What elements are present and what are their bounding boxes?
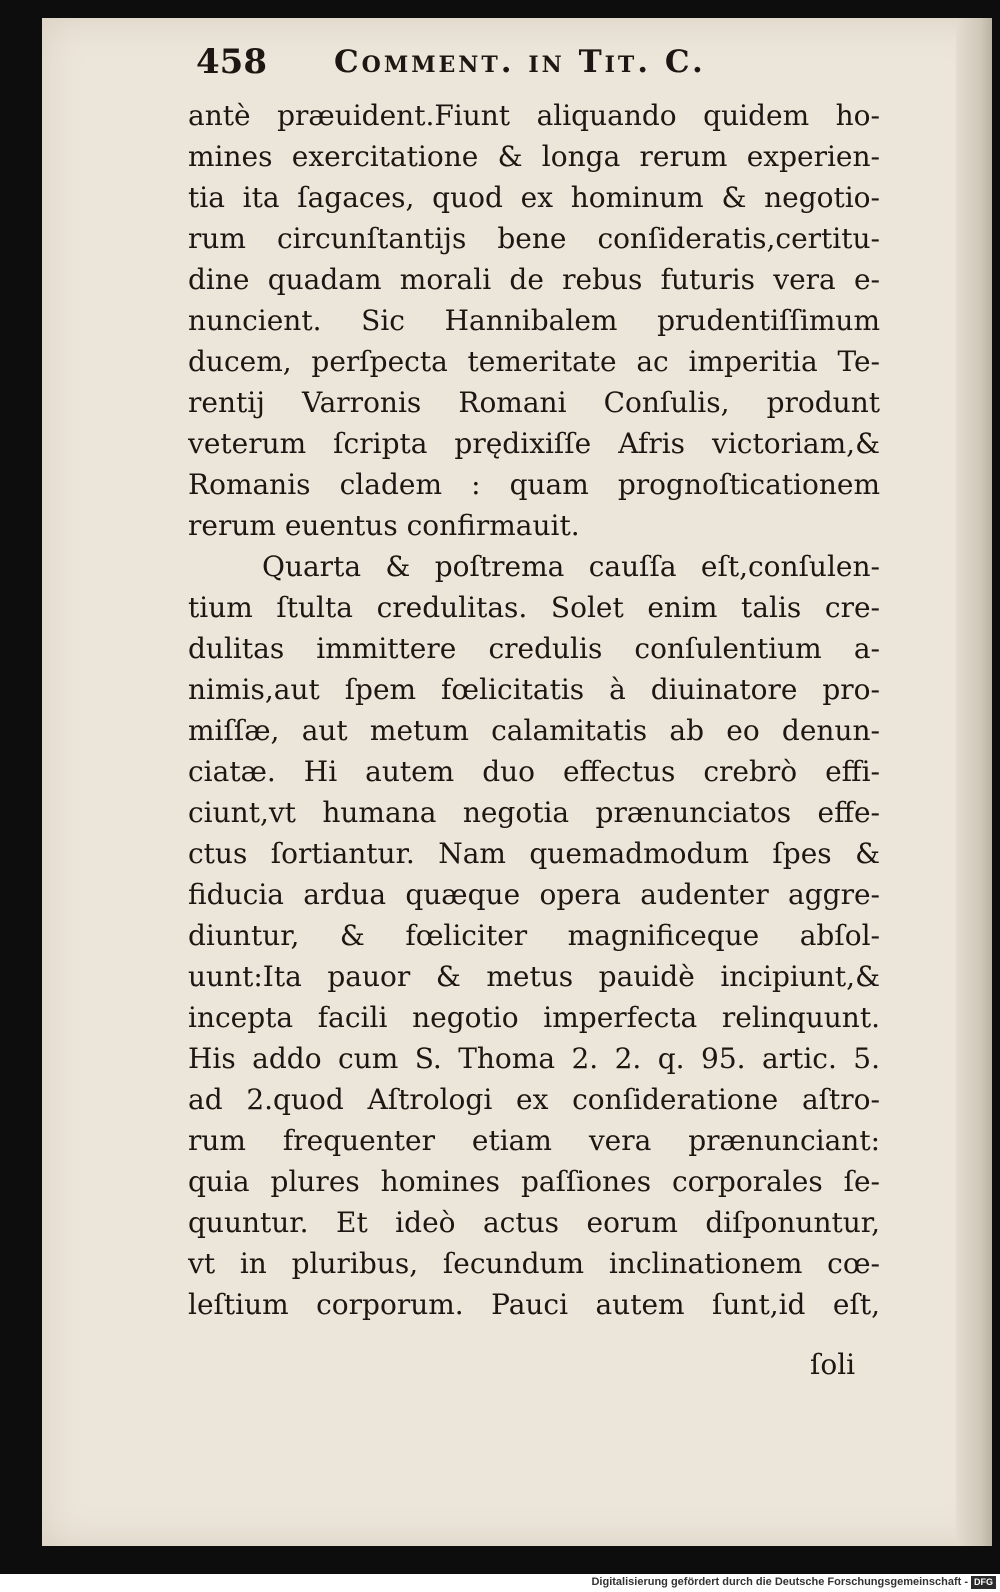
text-line: rum frequenter etiam vera prænunciant: — [188, 1124, 880, 1157]
text-line: ciunt,vt humana negotia prænunciatos effe- — [188, 796, 880, 829]
text-line: veterum ſcripta prędixiſſe Afris victoriam,& — [188, 427, 880, 460]
text-line: ducem, perſpecta temeritate ac imperitia Te- — [188, 345, 880, 378]
text-line: vt in pluribus, ſecundum inclinationem cœ- — [188, 1247, 880, 1280]
text-line: ctus ſortiantur. Nam quemadmodum ſpes & — [188, 837, 880, 870]
dfg-logo-icon: DFG — [971, 1576, 996, 1589]
text-line: fiducia ardua quæque opera audenter aggre- — [188, 878, 880, 911]
text-line: rentij Varronis Romani Conſulis, produnt — [188, 386, 880, 419]
text-line: nuncient. Sic Hannibalem prudentiſſimum — [188, 304, 880, 337]
text-line: tium ſtulta credulitas. Solet enim talis cre- — [188, 591, 880, 624]
catchword: ſoli — [810, 1348, 856, 1381]
text-line: Romanis cladem : quam prognoſticationem — [188, 468, 880, 501]
text-line: quia plures homines paſſiones corporales ſe- — [188, 1165, 880, 1198]
text-line: dulitas immittere credulis conſulentium a- — [188, 632, 880, 665]
text-line: quuntur. Et ideò actus eorum diſponuntur, — [188, 1206, 880, 1239]
text-line: leſtium corporum. Pauci autem ſunt,id eſt, — [188, 1288, 880, 1321]
text-line: diuntur, & fœliciter magnificeque abſol- — [188, 919, 880, 952]
running-head: Comment. in Tit. C. — [334, 44, 706, 80]
digitization-credit: Digitalisierung gefördert durch die Deutsche Forschungsgemeinschaft - — [591, 1576, 968, 1588]
page-header — [196, 40, 786, 90]
text-line: rum circunſtantijs bene conſideratis,certitu- — [188, 222, 880, 255]
text-line: tia ita ſagaces, quod ex hominum & negotio- — [188, 181, 880, 214]
text-line: Quarta & poſtrema cauſſa eſt,conſulen- — [262, 550, 880, 583]
text-line: rerum euentus confirmauit. — [188, 509, 580, 542]
digitization-footer — [0, 1574, 1000, 1592]
text-line: ad 2.quod Aſtrologi ex conſideratione aſtro- — [188, 1083, 880, 1116]
text-line: ciatæ. Hi autem duo effectus crebrò effi- — [188, 755, 880, 788]
text-line: incepta facili negotio imperfecta relinquunt. — [188, 1001, 880, 1034]
text-line: miſſæ, aut metum calamitatis ab eo denun- — [188, 714, 880, 747]
text-line: nimis,aut ſpem fœlicitatis à diuinatore pro- — [188, 673, 880, 706]
text-body — [188, 95, 880, 1325]
text-line: mines exercitatione & longa rerum experien- — [188, 140, 880, 173]
text-line: dine quadam morali de rebus futuris vera e- — [188, 263, 880, 296]
page-number: 458 — [196, 42, 267, 82]
page-edge — [956, 18, 992, 1546]
text-line: His addo cum S. Thoma 2. 2. q. 95. artic. 5. — [188, 1042, 880, 1075]
text-line: antè præuident.Fiunt aliquando quidem ho- — [188, 99, 880, 132]
text-line: uunt:Ita pauor & metus pauidè incipiunt,& — [188, 960, 880, 993]
